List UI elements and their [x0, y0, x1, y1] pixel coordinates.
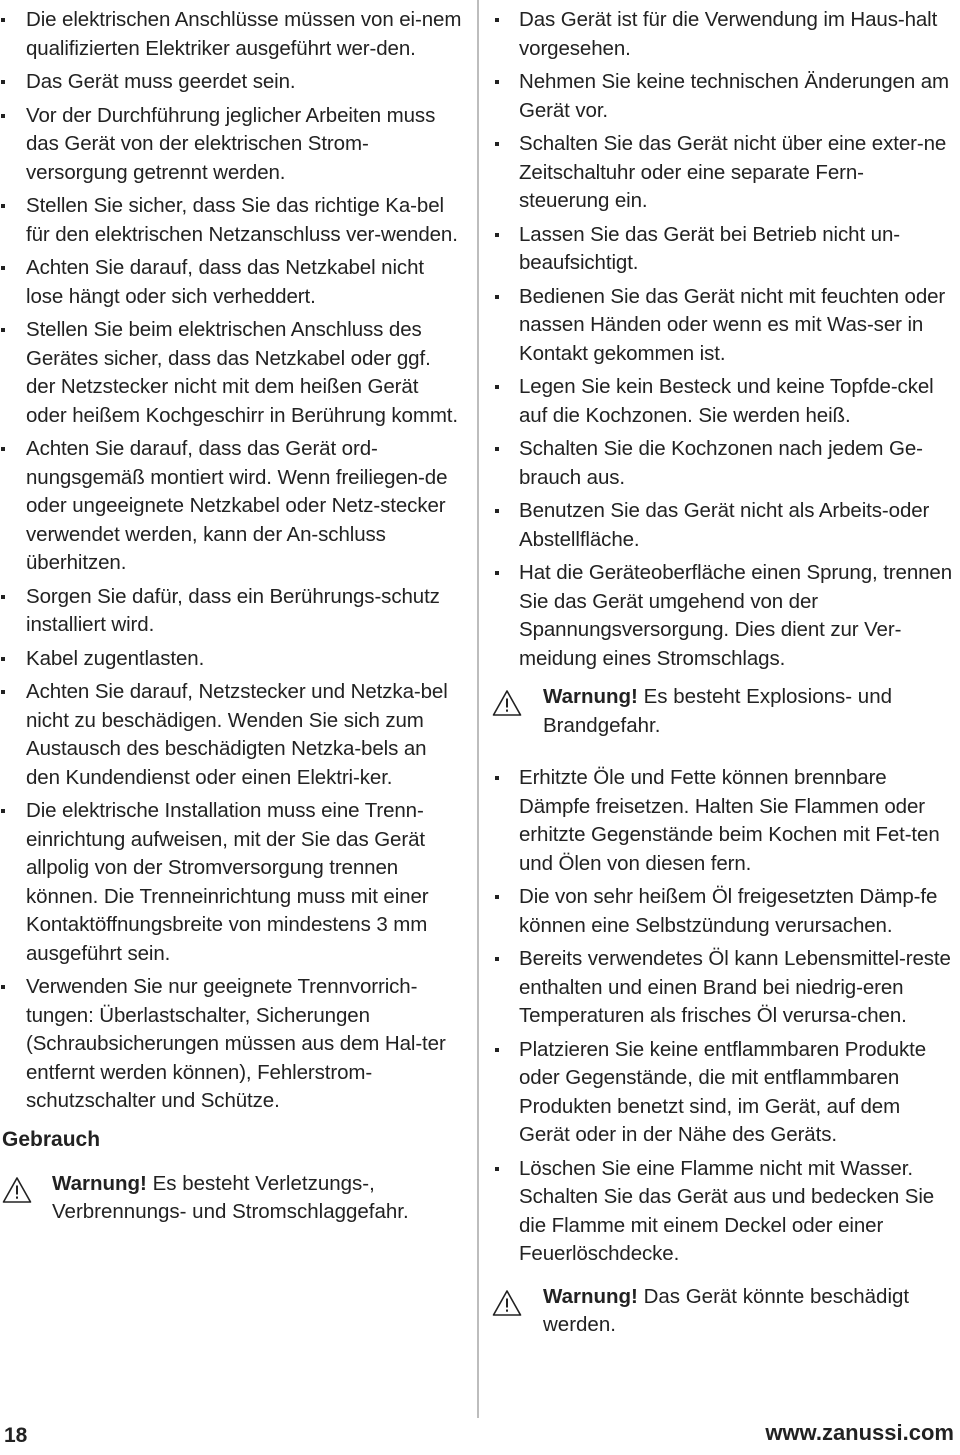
list-item: Schalten Sie die Kochzonen nach jedem Ge-brauch aus.	[492, 435, 954, 492]
warning-text	[543, 683, 954, 740]
list-item: Löschen Sie eine Flamme nicht mit Wasser. Schalten Sie das Gerät aus und bedecken Sie die Flamme mit einem Deckel oder einer Feuerlöschdecke.	[492, 1155, 954, 1269]
section-heading-gebrauch: Gebrauch	[2, 1127, 101, 1151]
list-item: Die von sehr heißem Öl freigesetzten Dämp-fe können eine Selbstzündung verursachen.	[492, 883, 954, 940]
warning-label: Warnung!	[543, 685, 638, 708]
website-link[interactable]: www.zanussi.com	[765, 1420, 954, 1445]
column-divider	[477, 0, 479, 1418]
warning-box	[492, 1283, 954, 1340]
right-safety-list-b	[492, 764, 954, 1269]
list-item: Legen Sie kein Besteck und keine Topfde-ckel auf die Kochzonen. Sie werden heiß.	[492, 373, 954, 430]
warning-label: Warnung!	[52, 1171, 147, 1195]
list-item: Stellen Sie sicher, dass Sie das richtige Ka-bel für den elektrischen Netzanschluss ver-wenden.	[0, 192, 462, 249]
warning-triangle-icon	[492, 689, 522, 717]
list-item: Achten Sie darauf, dass das Netzkabel nicht lose hängt oder sich verheddert.	[0, 254, 462, 311]
warning-label: Warnung!	[543, 1284, 638, 1308]
list-item: Die elektrische Installation muss eine Trenn-einrichtung aufweisen, mit der Sie das Gerät allpolig von der Stromversorgung trennen können. Die Trenneinrichtung muss mit einer Kontaktöffnungsbreite von mindestens 3 mm ausgeführt sein.	[0, 797, 462, 968]
warning-text	[543, 1283, 954, 1340]
page-number: 18	[4, 1424, 28, 1447]
warning-box	[2, 1170, 462, 1227]
warning-text	[52, 1170, 462, 1227]
warning-message: Es besteht Verletzungs-, Verbrennungs- und Stromschlaggefahr.	[52, 1171, 409, 1223]
list-item: Bedienen Sie das Gerät nicht mit feuchten oder nassen Händen oder wenn es mit Was-ser in Kontakt gekommen ist.	[492, 283, 954, 369]
list-item: Kabel zugentlasten.	[0, 645, 462, 674]
left-safety-list	[0, 0, 462, 1116]
list-item: Stellen Sie beim elektrischen Anschluss des Gerätes sicher, dass das Netzkabel oder ggf. der Netzstecker nicht mit dem heißen Gerät oder heißem Kochgeschirr in Berührung kommt.	[0, 316, 462, 430]
list-item: Hat die Geräteoberfläche einen Sprung, trennen Sie das Gerät umgehend von der Spannungsversorgung. Dies dient zur Ver-meidung eines Stromschlags.	[492, 559, 954, 673]
list-item: Nehmen Sie keine technischen Änderungen am Gerät vor.	[492, 68, 954, 125]
left-column	[0, 0, 462, 1227]
list-item: Sorgen Sie dafür, dass ein Berührungs-schutz installiert wird.	[0, 583, 462, 640]
list-item: Achten Sie darauf, dass das Gerät ord-nungsgemäß montiert wird. Wenn freiliegen-de oder ungeeignete Netzkabel oder Netz-stecker verwendet werden, kann der An-schluss überhitzen.	[0, 435, 462, 578]
warning-triangle-icon	[492, 1289, 522, 1317]
warning-box	[492, 683, 954, 740]
list-item: Die elektrischen Anschlüsse müssen von ei-nem qualifizierten Elektriker ausgeführt wer-den.	[0, 6, 462, 63]
list-item: Lassen Sie das Gerät bei Betrieb nicht un-beaufsichtigt.	[492, 221, 954, 278]
list-item: Platzieren Sie keine entflammbaren Produkte oder Gegenstände, die mit entflammbaren Produkten benetzt sind, im Gerät, auf dem Gerät oder in der Nähe des Geräts.	[492, 1036, 954, 1150]
list-item: Achten Sie darauf, Netzstecker und Netzka-bel nicht zu beschädigen. Wenden Sie sich zum Austausch des beschädigten Netzka-bels an den Kundendienst oder einen Elektri-ker.	[0, 678, 462, 792]
list-item: Verwenden Sie nur geeignete Trennvorrich-tungen: Überlastschalter, Sicherungen (Schraubsicherungen müssen aus dem Hal-ter entfernt werden können), Fehlerstrom-schutzschalter und Schütze.	[0, 973, 462, 1116]
list-item: Bereits verwendetes Öl kann Lebensmittel-reste enthalten und einen Brand bei niedrig-eren Temperaturen als frisches Öl verursa-chen.	[492, 945, 954, 1031]
right-safety-list-a	[492, 0, 954, 673]
list-item: Erhitzte Öle und Fette können brennbare Dämpfe freisetzen. Halten Sie Flammen oder erhitzte Gegenstände beim Kochen mit Fet-ten und Ölen von diesen fern.	[492, 764, 954, 878]
warning-message: Es besteht Explosions- und Brandgefahr.	[543, 685, 893, 737]
list-item: Das Gerät ist für die Verwendung im Haus-halt vorgesehen.	[492, 6, 954, 63]
list-item: Das Gerät muss geerdet sein.	[0, 68, 462, 97]
list-item: Schalten Sie das Gerät nicht über eine exter-ne Zeitschaltuhr oder eine separate Fern-steuerung ein.	[492, 130, 954, 216]
warning-message: Das Gerät könnte beschädigt werden.	[543, 1284, 910, 1336]
list-item: Vor der Durchführung jeglicher Arbeiten muss das Gerät von der elektrischen Strom-versorgung getrennt werden.	[0, 102, 462, 188]
list-item: Benutzen Sie das Gerät nicht als Arbeits-oder Abstellfläche.	[492, 497, 954, 554]
right-column	[492, 0, 954, 1364]
warning-triangle-icon	[2, 1176, 32, 1204]
